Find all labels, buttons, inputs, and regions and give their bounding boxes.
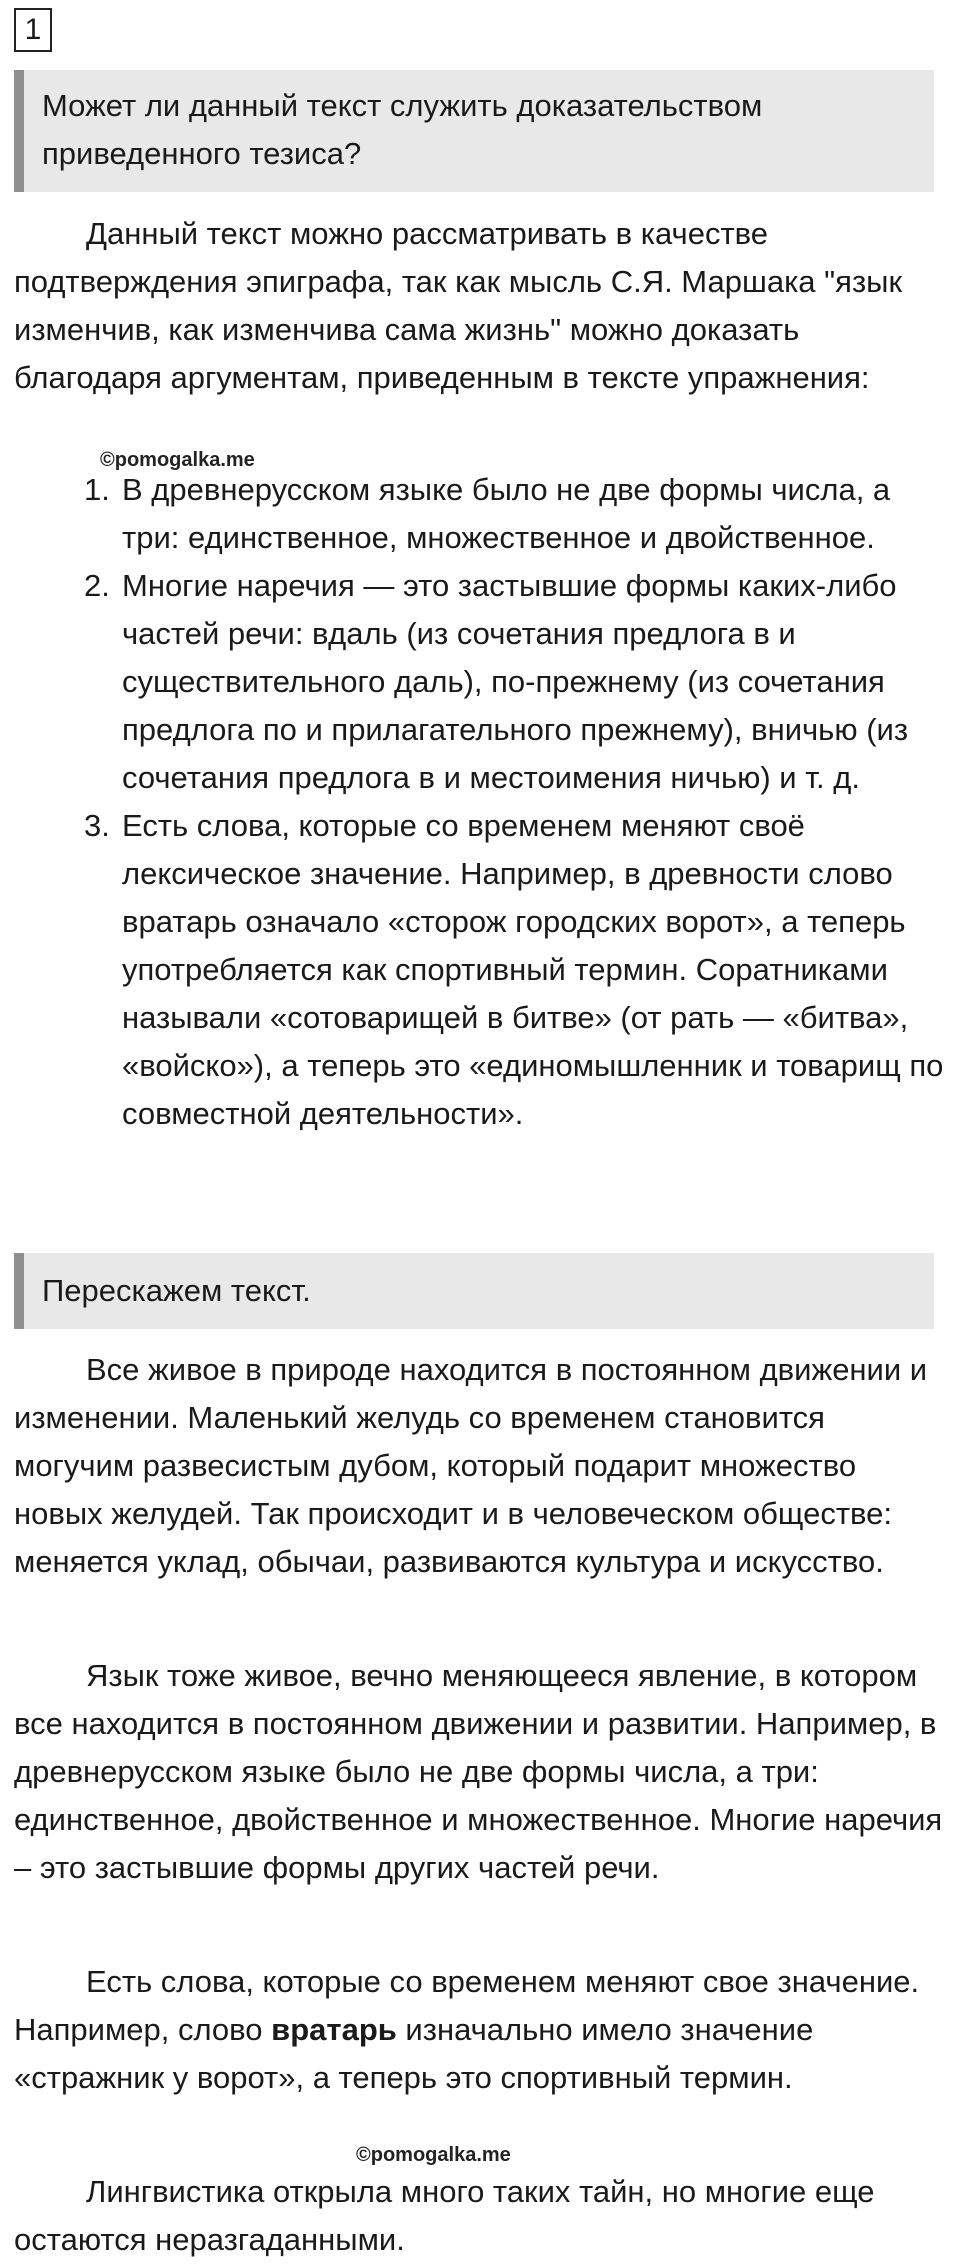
question-2-text: Перескажем текст. — [42, 1273, 311, 1308]
list-item-text: Есть слова, которые со временем меняют своё лексическое значение. Например, в древности слово вратарь означало «сторож городских ворот», а теперь употребляется как спортивный термин. Соратниками называли «сотоварищей в битве» (от рать — «битва», «войско»), а теперь это «единомышленник и товарищ по совместной деятельности». — [122, 808, 944, 1131]
retell-paragraph-3 — [14, 1958, 944, 2102]
task-number-box: 1 — [14, 8, 52, 52]
watermark-2: ©pomogalka.me — [356, 2144, 511, 2166]
list-item — [84, 802, 950, 1138]
list-item-number: 2. — [84, 568, 110, 603]
answer-intro: Данный текст можно рассматривать в качестве подтверждения эпиграфа, так как мысль С.Я. Маршака "язык изменчив, как изменчива сама жизнь" можно доказать благодаря аргументам, приведенным в тексте упражнения: — [14, 216, 903, 395]
list-item — [84, 466, 950, 562]
question-block-2 — [14, 1253, 934, 1329]
retell-paragraph-2: Язык тоже живое, вечно меняющееся явление, в котором все находится в постоянном движении и развитии. Например, в древнерусском языке было не две формы числа, а три: единственное, двойственное и множественное. Многие наречия – это застывшие формы других частей речи. — [14, 1658, 943, 1885]
list-item — [84, 562, 950, 802]
list-item-text: Многие наречия — это застывшие формы каких-либо частей речи: вдаль (из сочетания предлога в и существительного даль), по-прежнему (из сочетания предлога по и прилагательного прежнему), вничью (из сочетания предлога в и местоимения ничью) и т. д. — [122, 568, 909, 795]
list-item-number: 3. — [84, 808, 110, 843]
retell-paragraph-1: Все живое в природе находится в постоянном движении и изменении. Маленький желудь со временем становится могучим развесистым дубом, который подарит множество новых желудей. Так происходит и в человеческом обществе: меняется уклад, обычаи, развиваются культура и искусство. — [14, 1352, 928, 1579]
question-block-1 — [14, 70, 934, 192]
arguments-list — [84, 466, 950, 1138]
watermark-1: ©pomogalka.me — [100, 449, 255, 471]
retell-paragraph-4: Лингвистика открыла много таких тайн, но многие еще остаются неразгаданными. — [14, 2174, 875, 2257]
list-item-number: 1. — [84, 472, 110, 507]
list-item-text: В древнерусском языке было не две формы числа, а три: единственное, множественное и двойственное. — [122, 472, 891, 555]
retell-paragraph-3-end: изначально имело значение «стражник у ворот», а теперь это спортивный термин. — [14, 2012, 814, 2095]
question-1-text: Может ли данный текст служить доказательством приведенного тезиса? — [42, 88, 763, 171]
keyword-vratar: вратарь — [271, 2012, 397, 2047]
retell-paragraph-3-start: Есть слова, которые со временем меняют свое значение. Например, слово — [14, 1964, 920, 2047]
